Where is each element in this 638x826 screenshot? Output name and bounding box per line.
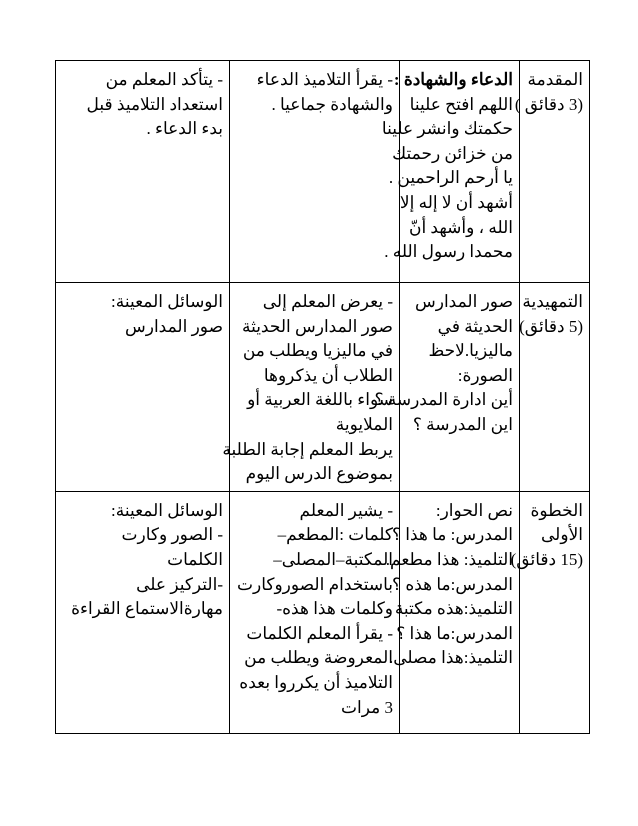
- activity-line: صور المدارس الحديثة: [241, 316, 393, 336]
- activity-line: - يقرأ المعلم الكلمات: [246, 623, 393, 643]
- activity-line: التلاميذ أن يكرروا بعده: [239, 672, 393, 692]
- activity-line: سواء باللغة العربية أو: [247, 390, 393, 410]
- stage-line: الخطوة: [530, 500, 583, 520]
- stage-line: (5 دقائق): [519, 316, 583, 336]
- activity-line: كلمات :المطعم–: [277, 525, 393, 545]
- content-cell: [374, 283, 520, 492]
- activity-cell: [230, 491, 400, 733]
- content-line: الله ، وأشهد أنّ: [408, 217, 513, 237]
- content-line: اين المدرسة ؟: [412, 414, 513, 434]
- content-cell: [381, 61, 520, 283]
- stage-line: (3 دقائق ): [514, 94, 583, 114]
- notes-line: - يتأكد المعلم من: [105, 70, 223, 89]
- table-row: [56, 283, 590, 492]
- activity-line: - يعرض المعلم إلى: [262, 292, 393, 311]
- activity-line: في ماليزيا ويطلب من: [242, 341, 393, 361]
- activity-line: بموضوع الدرس اليوم: [245, 464, 393, 484]
- content-line: المدرس:ما هذه ؟: [392, 574, 513, 594]
- content-line: التلميذ:هذه مكتبة: [394, 599, 513, 619]
- activity-line: يربط المعلم إجابة الطلبة: [222, 439, 393, 459]
- content-line: التلميذ:هذا مصلى.: [388, 648, 513, 668]
- content-line: صور المدارس: [414, 292, 513, 311]
- activity-cell: [230, 61, 400, 283]
- notes-cell: [56, 61, 230, 283]
- content-line: الصورة:: [457, 365, 513, 385]
- activity-line: والشهادة جماعيا .: [271, 94, 393, 114]
- activity-line: وكلمات هذا هذه-: [276, 599, 393, 619]
- content-line: الحديثة في: [437, 316, 513, 336]
- content-line: المدرس: ما هذا ؟: [391, 525, 513, 545]
- content-line: حكمتك وانشر علينا: [381, 119, 513, 139]
- content-line: ماليزيا.لاحظ: [428, 341, 513, 361]
- content-line: نص الحوار:: [435, 500, 513, 520]
- activity-line: المكتبة–المصلى–: [273, 549, 393, 569]
- notes-line: مهارةالاستماع القراءة: [71, 599, 223, 619]
- table-row: [56, 491, 590, 733]
- stage-cell: [510, 491, 590, 733]
- notes-line: -التركيز على: [136, 574, 223, 594]
- notes-line: الكلمات: [167, 549, 223, 569]
- lesson-plan-table: [55, 60, 590, 734]
- notes-line: بدء الدعاء .: [146, 119, 223, 139]
- stage-line: المقدمة: [527, 70, 583, 89]
- stage-line: التمهيدية: [522, 292, 583, 311]
- content-line: التلميذ: هذا مطعم.: [385, 549, 513, 569]
- activity-line: - يشير المعلم: [299, 500, 393, 520]
- activity-line: باستخدام الصوروكارت: [236, 574, 393, 594]
- notes-line: - الصور وكارت: [121, 525, 223, 545]
- content-line: اللهم افتح علينا: [409, 94, 513, 114]
- content-cell: [385, 491, 520, 733]
- activity-cell: [222, 283, 400, 492]
- notes-line: الوسائل المعينة:: [111, 500, 223, 520]
- stage-cell: [514, 61, 590, 283]
- table-row: [56, 61, 590, 283]
- stage-line: الأولى: [541, 525, 583, 545]
- content-heading: الدعاء والشهادة :: [393, 70, 513, 89]
- activity-line: المعروضة ويطلب من: [244, 648, 393, 668]
- content-line: يا أرحم الراحمين .: [388, 168, 513, 188]
- content-line: من خزائن رحمتك: [392, 143, 513, 163]
- content-line: محمدا رسول الله .: [384, 242, 513, 262]
- notes-line: صور المدارس: [124, 316, 223, 336]
- stage-cell: [520, 283, 590, 492]
- stage-line: (15 دقائق): [510, 549, 583, 569]
- activity-line: - يقرأ التلاميذ الدعاء: [256, 70, 393, 89]
- content-line: أين ادارة المدرسة ؟: [374, 390, 513, 410]
- content-line: أشهد أن لا إله إلا: [399, 192, 513, 212]
- content-line: المدرس:ما هذا ؟: [396, 623, 513, 643]
- activity-line: الملايوية: [335, 414, 393, 434]
- notes-cell: [56, 491, 230, 733]
- notes-line: الوسائل المعينة:: [111, 292, 223, 311]
- notes-line: استعداد التلاميذ قبل: [86, 94, 223, 114]
- activity-line: 3 مرات: [341, 697, 393, 717]
- notes-cell: [56, 283, 230, 492]
- activity-line: الطلاب أن يذكروها: [263, 365, 393, 385]
